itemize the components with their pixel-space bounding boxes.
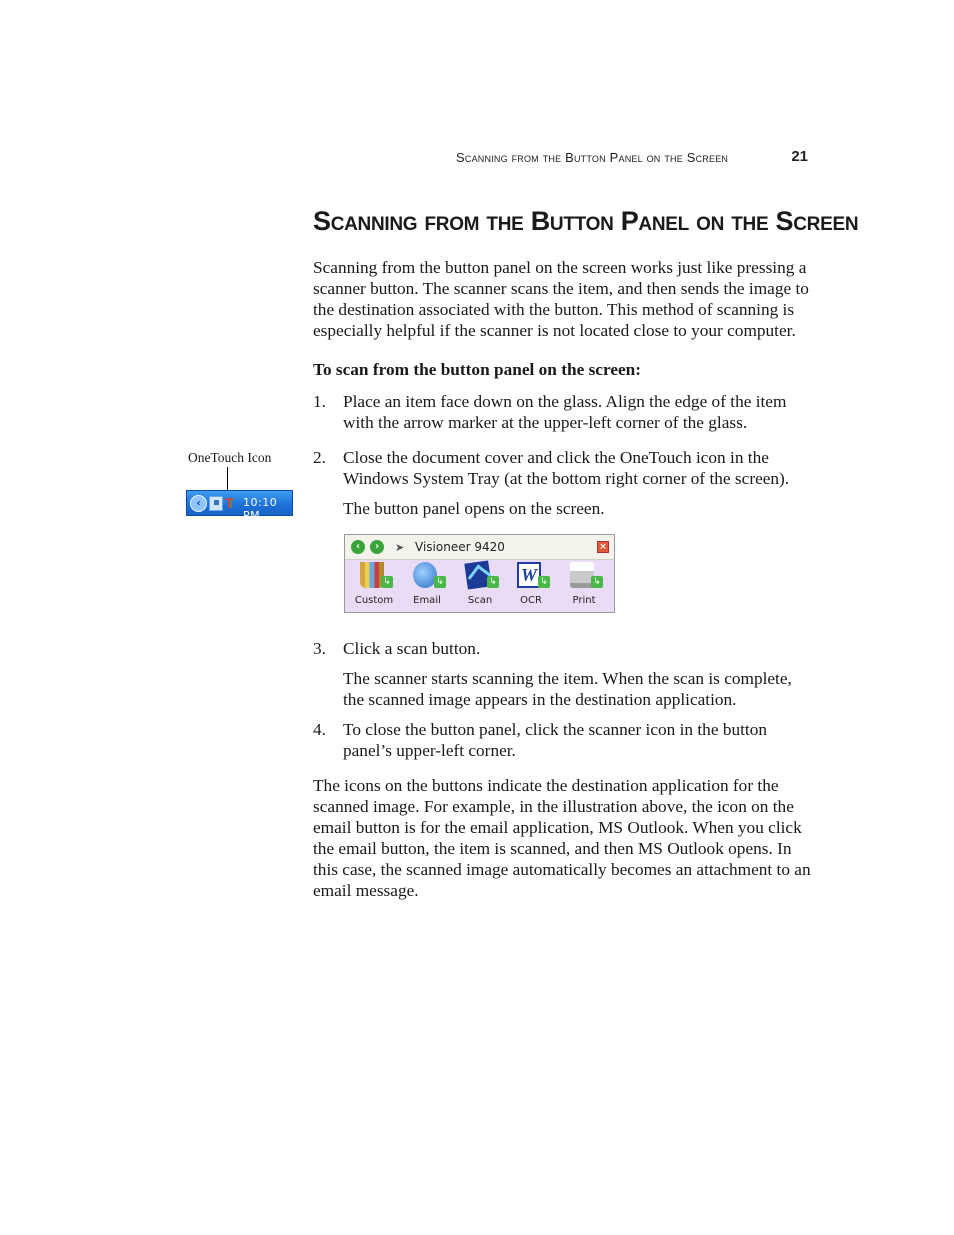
intro-paragraph: Scanning from the button panel on the screen works just like pressing a scanner button. The scanner scans the item, and then sends the image to the destination associated with the button. This method of scanning is especially helpful if the scanner is not located close to your computer. <box>313 258 809 340</box>
green-arrow-icon: ↳ <box>591 576 603 588</box>
network-icon[interactable] <box>209 496 223 511</box>
running-header <box>456 148 808 168</box>
green-arrow-icon: ↳ <box>381 576 393 588</box>
button-label: Email <box>413 595 441 606</box>
running-header-title: Scanning from the Button Panel on the Screen <box>456 150 729 165</box>
step-3-note: The scanner starts scanning the item. When the scan is complete, the scanned image appears in the destination application. <box>343 669 792 709</box>
button-label: Print <box>572 595 596 606</box>
page-number: 21 <box>791 148 808 165</box>
button-label: Scan <box>467 595 493 606</box>
button-label: OCR <box>520 595 542 606</box>
custom-button[interactable] <box>348 560 400 612</box>
onetouch-icon[interactable]: T <box>225 495 234 511</box>
step-text: To close the button panel, click the scanner icon in the button panel’s upper-left corner. <box>343 720 767 760</box>
scanner-icon[interactable]: ➤ <box>395 541 405 554</box>
step-number: 2. <box>313 448 326 467</box>
step-number: 4. <box>313 720 326 739</box>
step-number: 3. <box>313 639 326 658</box>
button-row <box>345 560 614 612</box>
button-panel <box>344 534 615 613</box>
step-2-note: The button panel opens on the screen. <box>343 499 605 518</box>
scan-button[interactable] <box>454 560 506 612</box>
closing-paragraph: The icons on the buttons indicate the destination application for the scanned image. For example, in the illustration above, the icon on the email button is for the email application, MS Outlook. When you click the email button, the item is scanned, and then MS Outlook opens. In this case, the scanned image automatically becomes an attachment to an email message. <box>313 776 811 900</box>
section-title: Scanning from the Button Panel on the Screen <box>313 206 859 236</box>
ocr-icon: W <box>517 562 541 588</box>
green-arrow-icon: ↳ <box>434 576 446 588</box>
step-text: Close the document cover and click the OneTouch icon in the Windows System Tray (at the bottom right corner of the screen). <box>343 448 790 488</box>
green-arrow-icon: ↳ <box>538 576 550 588</box>
button-panel-titlebar <box>345 535 614 560</box>
procedure-heading: To scan from the button panel on the screen: <box>313 360 642 379</box>
green-arrow-icon: ↳ <box>487 576 499 588</box>
chevron-icon[interactable]: ‹ <box>190 495 207 512</box>
onetouch-callout-label: OneTouch Icon <box>188 450 272 465</box>
email-button[interactable] <box>401 560 453 612</box>
button-label: Custom <box>354 595 394 606</box>
close-icon[interactable]: × <box>597 541 609 553</box>
forward-arrow-icon[interactable]: › <box>370 540 384 554</box>
tray-clock: 10:10 PM <box>243 496 278 522</box>
button-panel-title: Visioneer 9420 <box>415 540 505 554</box>
step-number: 1. <box>313 392 326 411</box>
step-text: Click a scan button. <box>343 639 481 658</box>
system-tray <box>186 490 293 522</box>
step-text: Place an item face down on the glass. Align the edge of the item with the arrow marker at the upper-left corner of the glass. <box>343 392 787 432</box>
back-arrow-icon[interactable]: ‹ <box>351 540 365 554</box>
ocr-button[interactable] <box>505 560 557 612</box>
print-button[interactable] <box>558 560 610 612</box>
